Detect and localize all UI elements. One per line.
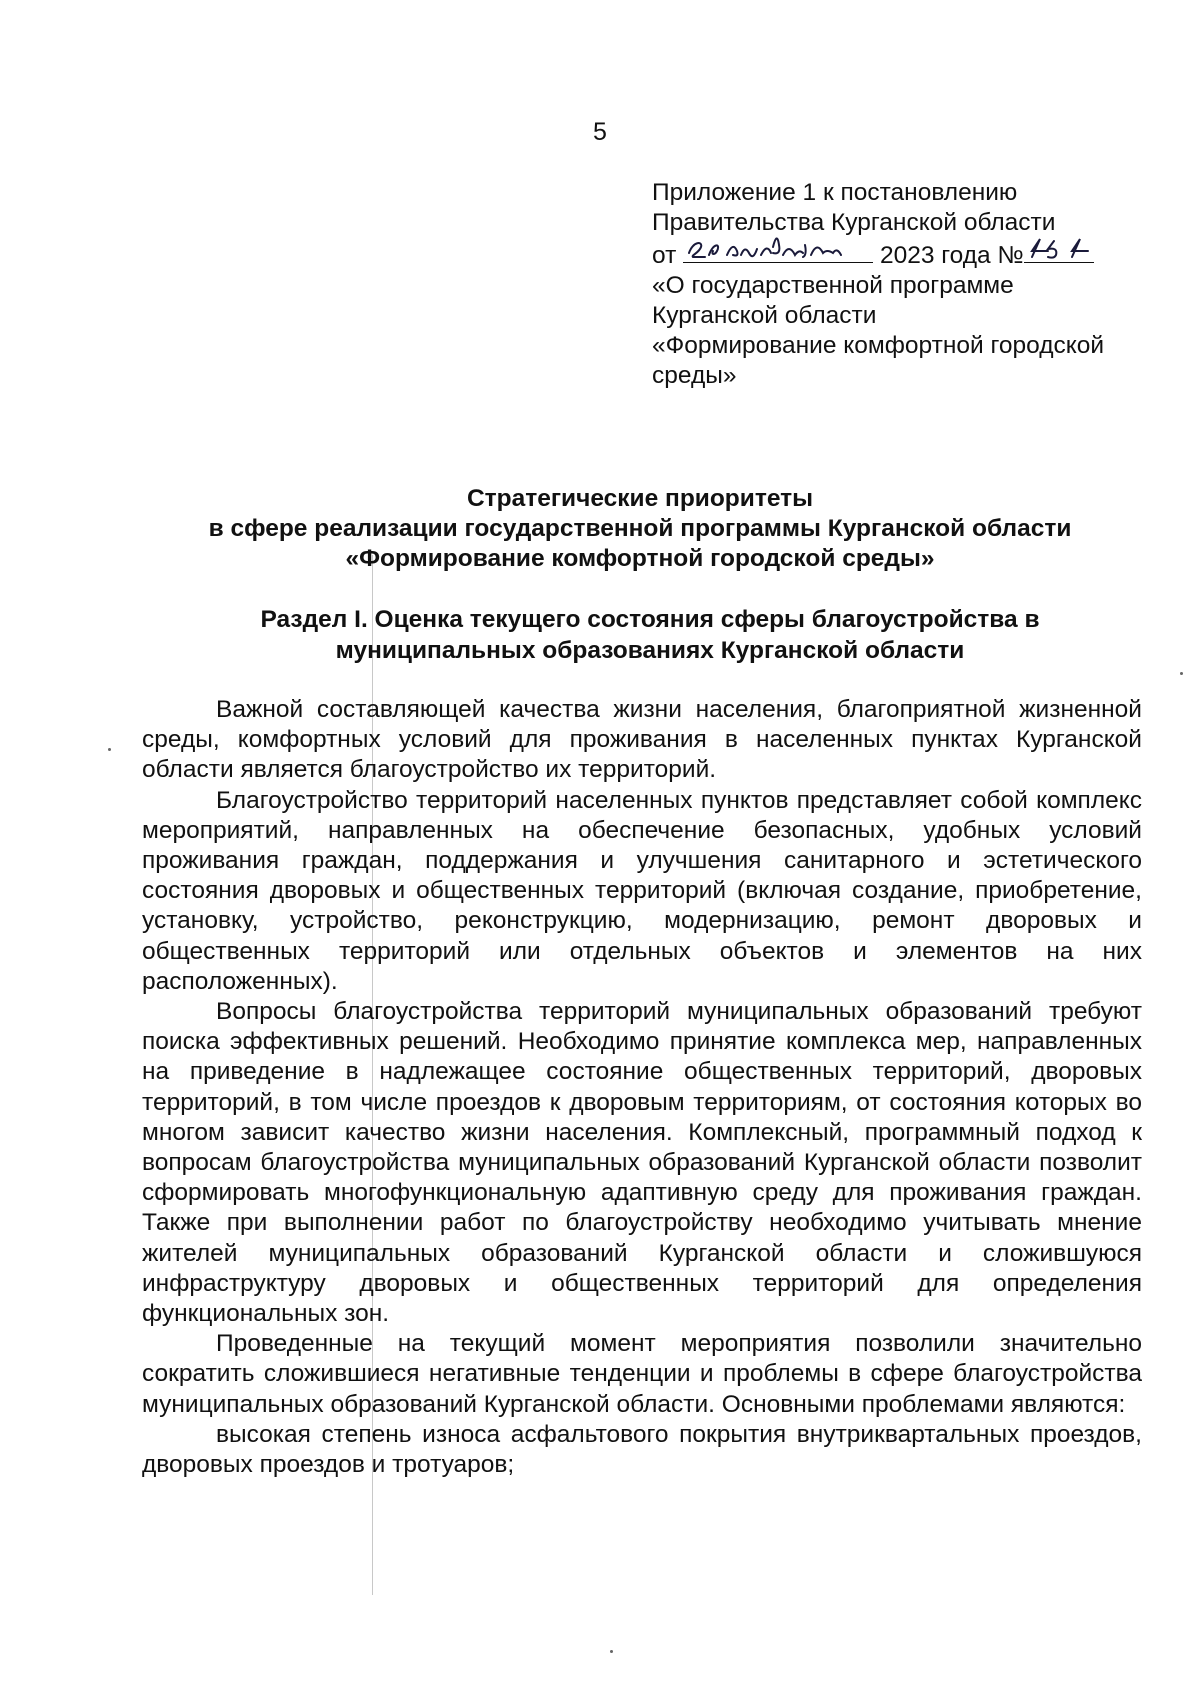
handwritten-date-field <box>683 238 873 263</box>
paragraph: Важной составляющей качества жизни населения, благоприятной жизненной среды, комфортных условий для проживания в населенных пунктах Курганской области является благоустройство их территорий. <box>142 696 1142 784</box>
paragraph: высокая степень износа асфальтового покрытия внутриквартальных проездов, дворовых проездов и тротуаров; <box>142 1420 1142 1479</box>
annex-date-line <box>652 238 1172 271</box>
annex-line: «Формирование комфортной городской <box>652 332 1105 359</box>
title-line: в сфере реализации государственной программы Курганской области <box>208 515 1072 542</box>
paragraph: Вопросы благоустройства территорий муниципальных образований требуют поиска эффективных решений. Необходимо принятие комплекса мер, направленных на приведение в надлежащее состояние общественных территорий, дворовых территорий, в том числе проездов к дворовым территориям, от состояния которых во многом зависит качество жизни населения. Комплексный, программный подход к вопросам благоустройства муниципальных образований Курганской области позволит сформировать многофункциональную адаптивную среду для проживания граждан. Также при выполнении работ по благоустройству необходимо учитывать мнение жителей муниципальных образований Курганской области и сложившуюся инфраструктуру дворовых и общественных территорий для определения функциональных зон. <box>142 998 1142 1328</box>
scan-speck <box>1180 672 1183 675</box>
handwritten-number-signature <box>1024 233 1094 261</box>
annex-date-prefix: от <box>652 242 677 269</box>
document-title <box>140 484 1140 574</box>
section-heading-line: Раздел I. Оценка текущего состояния сферы благоустройства в <box>260 606 1040 633</box>
section-heading <box>175 604 1125 666</box>
paragraph: Благоустройство территорий населенных пунктов представляет собой комплекс мероприятий, направленных на обеспечение безопасных, удобных условий проживания граждан, поддержания и улучшения санитарного и эстетического состояния дворовых и общественных территорий (включая создание, приобретение, установку, устройство, реконструкцию, модернизацию, ремонт дворовых и общественных территорий или отдельных объектов и элементов на них расположенных). <box>142 786 1142 995</box>
title-line: Стратегические приоритеты <box>466 485 814 512</box>
annex-date-year: 2023 года № <box>879 242 1024 269</box>
page-number: 5 <box>593 118 607 146</box>
annex-line: Приложение 1 к постановлению <box>652 179 1018 206</box>
title-line: «Формирование комфортной городской среды» <box>345 545 935 572</box>
body-text <box>142 695 1142 1480</box>
annex-header <box>652 178 1172 391</box>
annex-line: Правительства Курганской области <box>652 209 1056 236</box>
handwritten-date-signature <box>683 233 873 261</box>
annex-line: среды» <box>652 362 737 389</box>
annex-line: Курганской области <box>652 302 877 329</box>
scan-speck <box>108 748 111 751</box>
section-heading-line: муниципальных образованиях Курганской области <box>335 637 965 664</box>
handwritten-number-field <box>1024 238 1094 263</box>
paragraph: Проведенные на текущий момент мероприятия позволили значительно сократить сложившиеся негативные тенденции и проблемы в сфере благоустройства муниципальных образований Курганской области. Основными проблемами являются: <box>142 1330 1142 1418</box>
annex-line: «О государственной программе <box>652 272 1014 299</box>
scan-speck <box>610 1650 613 1653</box>
